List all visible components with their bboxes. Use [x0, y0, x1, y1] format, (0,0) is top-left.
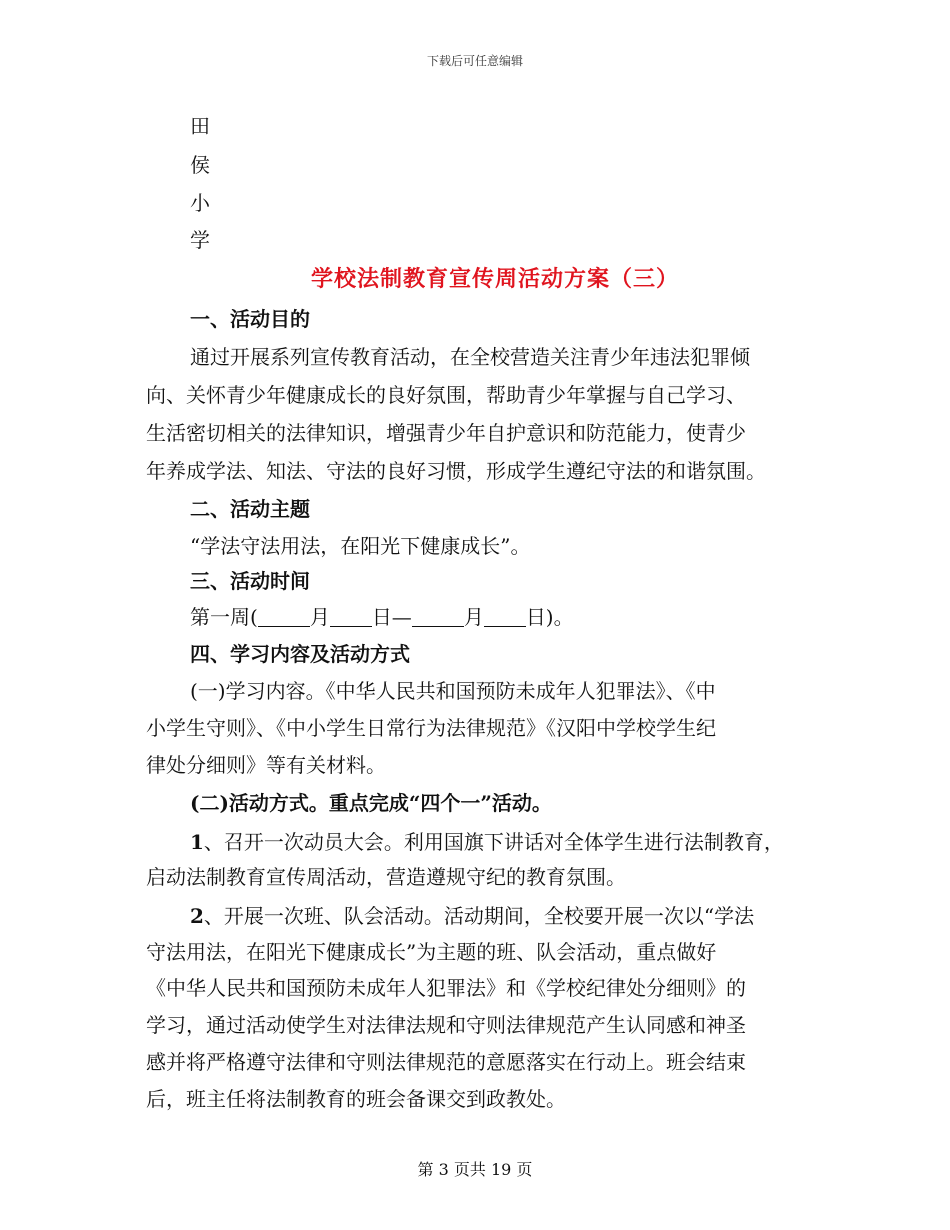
- page-header: 下载后可任意编辑: [426, 54, 523, 68]
- page-footer: 第 3 页共 19 页: [417, 1160, 533, 1179]
- list-text: 、开展一次班、队会活动。活动期间，全校要开展一次以“学法: [203, 904, 755, 928]
- blank-field: [412, 608, 464, 627]
- paragraph-line: 小学生守则》、《中小学生日常行为法律规范》《汉阳中学校学生纪: [146, 716, 716, 740]
- section-heading-theme: 二、活动主题: [190, 497, 310, 521]
- paragraph-line: 《中华人民共和国预防未成年人犯罪法》和《学校纪律处分细则》的: [146, 976, 746, 1000]
- paragraph-line: 感并将严格遵守法律和守则法律规范的意愿落实在行动上。班会结束: [146, 1050, 746, 1074]
- school-name-char: 学: [190, 228, 210, 252]
- time-line: [190, 604, 574, 630]
- paragraph-line: 学习，通过活动使学生对法律法规和守则法律规范产生认同感和神圣: [146, 1013, 746, 1037]
- blank-field: [258, 608, 310, 627]
- list-number: 1: [190, 830, 204, 854]
- blank-field: [330, 608, 372, 627]
- school-name-char: 田: [190, 114, 210, 138]
- time-month-2: 月: [463, 605, 484, 629]
- paragraph-line: 向、关怀青少年健康成长的良好氛围，帮助青少年掌握与自己学习、: [146, 383, 746, 407]
- paragraph-line: 后，班主任将法制教育的班会备课交到政教处。: [146, 1087, 566, 1111]
- paragraph-line: 守法用法，在阳光下健康成长”为主题的班、队会活动，重点做好: [146, 940, 717, 964]
- document-title: 学校法制教育宣传周活动方案（三）: [310, 266, 679, 292]
- time-day-1: 日—: [371, 605, 412, 629]
- time-prefix: 第一周(: [190, 605, 258, 629]
- blank-field: [484, 608, 526, 627]
- list-item-line: [190, 903, 754, 929]
- paragraph-line: (一)学习内容。《中华人民共和国预防未成年人犯罪法》、《中: [190, 679, 716, 703]
- section-heading-content: 四、学习内容及活动方式: [190, 642, 410, 666]
- list-item-line: [190, 829, 784, 855]
- paragraph-line: 生活密切相关的法律知识，增强青少年自护意识和防范能力，使青少: [146, 421, 746, 445]
- school-name-char: 侯: [190, 153, 210, 177]
- subsection-heading-methods: (二)活动方式。重点完成“四个一”活动。: [190, 791, 552, 815]
- time-month-1: 月: [309, 605, 330, 629]
- paragraph-line: 通过开展系列宣传教育活动，在全校营造关注青少年违法犯罪倾: [190, 345, 750, 369]
- time-day-2: 日)。: [525, 605, 574, 629]
- list-text: 、召开一次动员大会。利用国旗下讲话对全体学生进行法制教育，: [203, 830, 784, 854]
- paragraph-line: 启动法制教育宣传周活动，营造遵规守纪的教育氛围。: [146, 865, 626, 889]
- theme-line: “学法守法用法，在阳光下健康成长”。: [190, 534, 531, 558]
- paragraph-line: 律处分细则》等有关材料。: [146, 753, 386, 777]
- school-name-char: 小: [190, 191, 210, 215]
- section-heading-time: 三、活动时间: [190, 569, 310, 593]
- section-heading-purpose: 一、活动目的: [190, 307, 310, 331]
- list-number: 2: [190, 904, 204, 928]
- paragraph-line: 年养成学法、知法、守法的良好习惯，形成学生遵纪守法的和谐氛围。: [146, 459, 766, 483]
